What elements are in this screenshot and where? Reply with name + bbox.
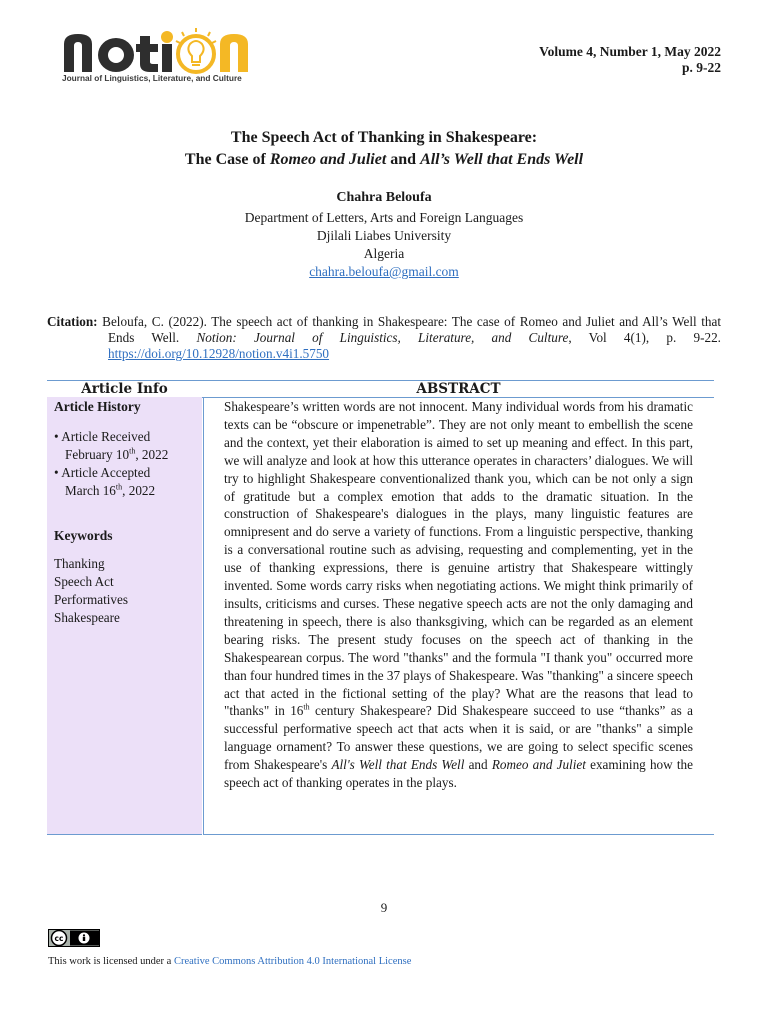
citation-text: Beloufa, C. (2022). The speech act of thanking in Shakespeare: The case of Romeo and Juliet and All’s Well that Ends Well. bbox=[102, 314, 722, 345]
author-block bbox=[0, 189, 768, 281]
author-department: Department of Letters, Arts and Foreign Languages bbox=[244, 210, 524, 225]
author-university: Djilali Liabes University bbox=[316, 228, 452, 243]
cc-by-badge[interactable] bbox=[48, 929, 100, 947]
abstract-part-1: Shakespeare’s written words are not innocent. Many individual words from his dramatic texts can be “obscure or impenetrable”. They are not only meant to embellish the scene and the context, yet their elaboration is aimed to set up meaning and effect. In this part, we will analyze and look at how this utterance operates in characters’ dialogues. We will try to highlight Shakespeare conventionalized thank you, which can be not only a sign of gratitude but a complex emotion that adds to the dramatic situation. In the construction of Shakespeare's dialogues in the plays, many linguistic features are omnipresent and do serve a variety of functions. From a linguistic perspective, thanking is a conversational routine such as advising, requesting and complementing, yet in the use of thanking expressions, there is genuine artistry that Shakespeare wittingly invented. Some words carry risks when negotiating actions. We might think primarily of insults, criticisms and curses. These negative speech acts are not the only damaging and threatening in speech, there is also thanksgiving, which can be regarded as an element bearing risks. The present study focuses on the speech act of thanking in the Shakespearean corpus. The word "thanks" and the formula "I thank you" occurred more than four hundred times in the 37 plays of Shakespeare. Was "thanking" a sincere speech act that acted in the fictional setting of the play? What are the reasons that lead to "thanks" in 16 bbox=[224, 399, 693, 719]
info-table-header bbox=[47, 380, 714, 398]
keywords-list bbox=[54, 555, 128, 627]
title-prefix: The Case of bbox=[184, 151, 270, 168]
license-prefix: This work is licensed under a bbox=[48, 956, 174, 967]
abstract-play-2: Romeo and Juliet bbox=[491, 757, 586, 773]
license-link[interactable]: Creative Commons Attribution 4.0 International License bbox=[173, 956, 412, 967]
received-year: , 2022 bbox=[135, 447, 169, 462]
accepted-label: Article Accepted bbox=[61, 465, 151, 480]
received-date-sup: th bbox=[129, 446, 136, 456]
title-line-2 bbox=[0, 149, 768, 171]
abstract-and: and bbox=[464, 757, 492, 773]
citation-journal: Notion: Journal of Linguistics, Literature, and Culture bbox=[196, 330, 569, 345]
title-and: and bbox=[386, 151, 421, 168]
received-item: • Article Received February 10th, 2022 bbox=[54, 429, 169, 462]
title-play-2: All’s Well that Ends Well bbox=[420, 151, 584, 168]
accepted-date: March 16 bbox=[65, 483, 116, 498]
volume-line: Volume 4, Number 1, May 2022 bbox=[539, 44, 721, 59]
keyword-item: Shakespeare bbox=[54, 610, 120, 625]
cc-text: cc bbox=[54, 934, 64, 943]
title-line-1: The Speech Act of Thanking in Shakespeare: bbox=[230, 129, 538, 146]
received-date: February 10 bbox=[65, 447, 130, 462]
abstract-sup: th bbox=[303, 703, 310, 713]
paper-title bbox=[0, 127, 768, 171]
license-statement bbox=[48, 956, 411, 967]
article-info-header: Article Info bbox=[81, 381, 168, 397]
keyword-item: Thanking bbox=[54, 556, 105, 571]
title-play-1: Romeo and Juliet bbox=[269, 151, 387, 168]
accepted-item: • Article Accepted March 16th, 2022 bbox=[54, 465, 156, 498]
cc-license-icon bbox=[48, 929, 100, 947]
citation-block bbox=[47, 314, 721, 362]
received-label: Article Received bbox=[61, 429, 151, 444]
abstract-part-2: century Shakespeare? Did Shakespeare succeed to use “thanks” as a successful performative speech act that acts when it is said, or are "thanks" a simple language ornament? To answer these questions, we are going to select specific scenes from Shakespeare's bbox=[224, 703, 693, 773]
abstract-header: ABSTRACT bbox=[416, 381, 501, 397]
citation-label: Citation: bbox=[47, 314, 98, 329]
author-name: Chahra Beloufa bbox=[336, 190, 432, 205]
citation-volume: , Vol 4(1), p. 9-22. bbox=[568, 330, 721, 345]
page-number: 9 bbox=[380, 900, 388, 915]
article-info-column bbox=[47, 397, 202, 835]
abstract-play-1: All's Well that Ends Well bbox=[331, 757, 465, 773]
author-email-link[interactable]: chahra.beloufa@gmail.com bbox=[309, 264, 459, 279]
column-divider bbox=[203, 397, 204, 835]
doi-link[interactable]: https://doi.org/10.12928/notion.v4i1.5750 bbox=[108, 346, 330, 361]
article-history-title: Article History bbox=[54, 399, 141, 414]
accepted-date-sup: th bbox=[115, 482, 123, 492]
table-bottom-border bbox=[204, 834, 714, 835]
accepted-year: , 2022 bbox=[122, 483, 156, 498]
volume-info bbox=[539, 44, 721, 76]
journal-subtitle: Journal of Linguistics, Literature, and Culture bbox=[62, 73, 242, 83]
pages-line: p. 9-22 bbox=[681, 60, 721, 75]
notion-wordmark bbox=[60, 28, 275, 74]
author-country: Algeria bbox=[363, 246, 405, 261]
keywords-title: Keywords bbox=[54, 528, 113, 543]
keyword-item: Performatives bbox=[54, 592, 128, 607]
keyword-item: Speech Act bbox=[54, 574, 114, 589]
abstract-text bbox=[224, 398, 693, 792]
journal-logo bbox=[60, 28, 275, 88]
abstract-part-3: examining how the speech act of thanking operates in the plays. bbox=[224, 757, 693, 791]
